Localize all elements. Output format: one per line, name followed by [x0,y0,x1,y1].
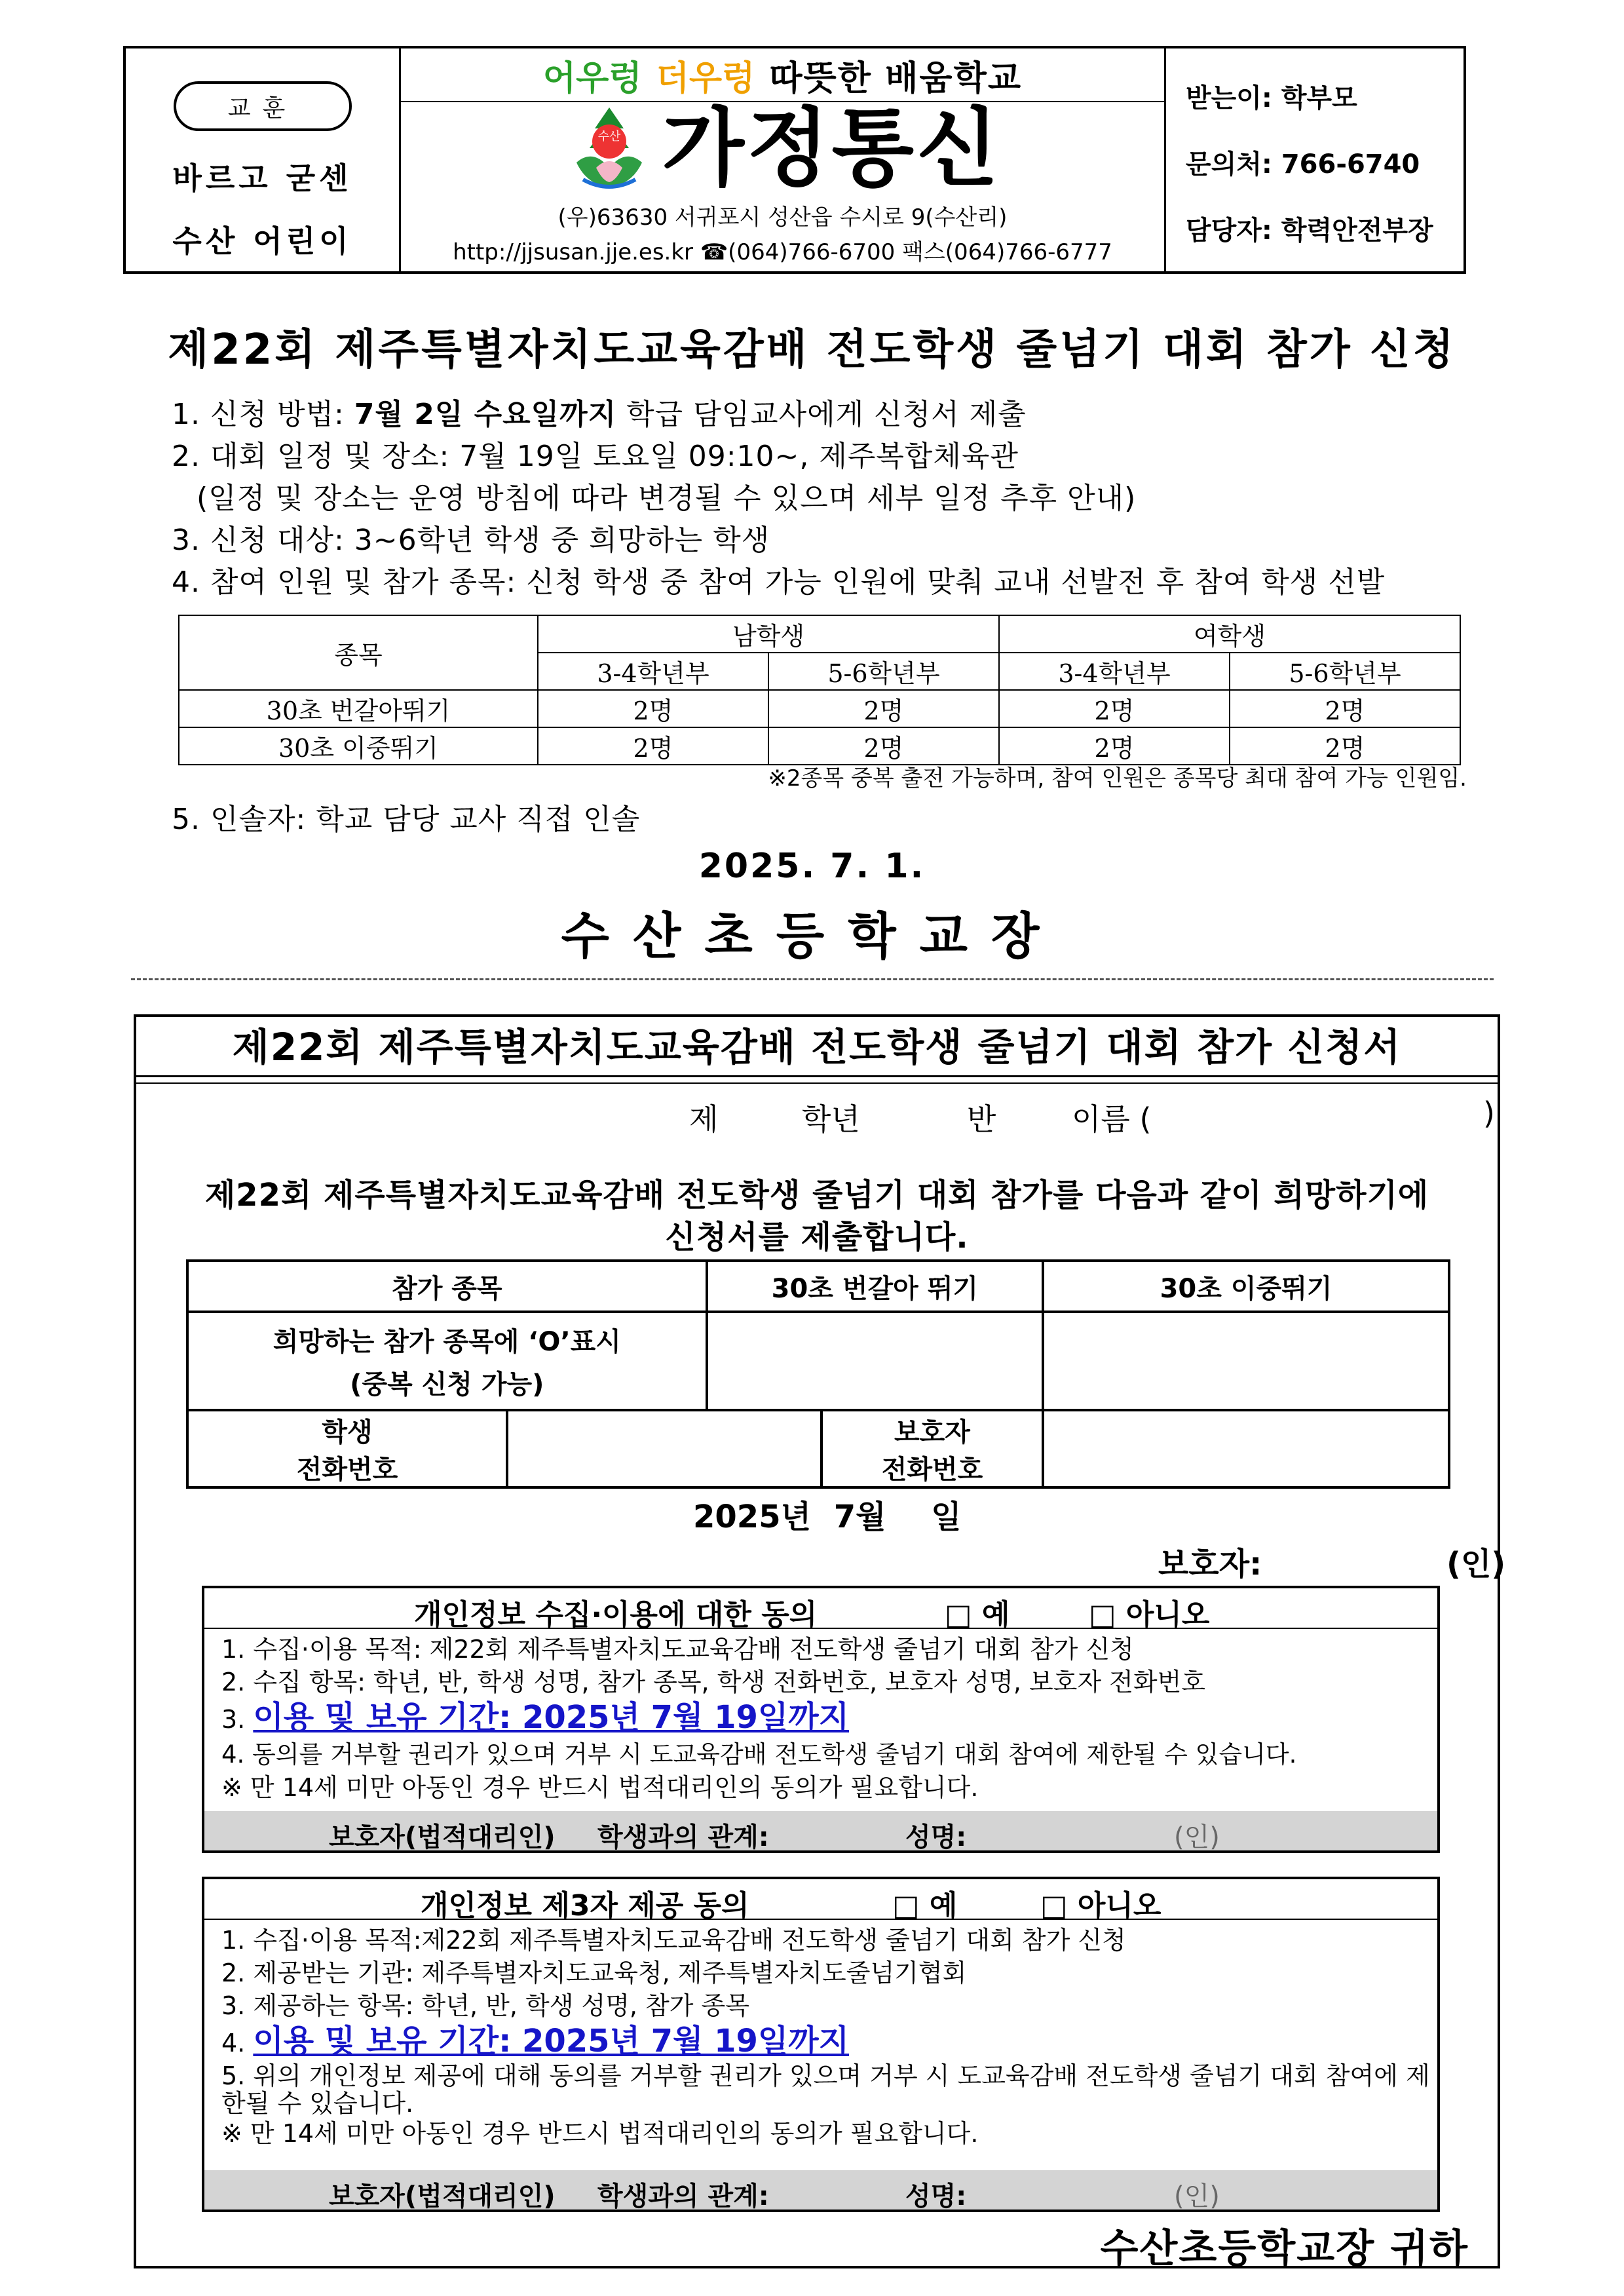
consent-collection-sign-row [204,1811,1437,1850]
form-date [693,1491,962,1537]
school-address: (우)63630 서귀포시 성산읍 수시로 9(수산리) [557,204,1008,231]
quota-cell: 2명 [538,690,768,727]
event-name: 30초 이중뛰기 [179,727,538,765]
consent-third-party-line-5: 5. 위의 개인정보 제공에 대해 동의를 거부할 권리가 있으며 거부 시 도교육감배 전도학생 줄넘기 대회 참여에 제한될 수 있습니다. [221,2061,1430,2118]
consent-third-party-line-2: 2. 제공받는 기관: 제주특별자치도교육청, 제주특별자치도줄넘기협회 [221,1959,967,1987]
consent-third-party-box [202,1877,1440,2212]
sign-guardian-label: 보호자(법적대리인) [329,1822,556,1852]
application-form [134,1014,1506,2272]
consent-third-party-yes-checkbox[interactable]: □ 예 [892,1889,958,1923]
consent-collection-line-3 [204,1698,1437,1738]
newsletter-title: 가정통신 [662,98,1002,198]
title-panel [401,48,1166,271]
notice-item-3: 3. 신청 대상: 3~6학년 학생 중 희망하는 학생 [172,524,770,557]
student-phone-label-1: 학생 [322,1417,373,1447]
notice-item-5: 5. 인솔자: 학교 담당 교사 직접 인솔 [172,803,641,836]
guardian-phone-label [821,1410,1043,1487]
consent-collection-yes-checkbox[interactable]: □ 예 [945,1598,1010,1632]
consent-collection-line-4: 4. 동의를 거부할 권리가 있으며 거부 시 도교육감배 전도학생 줄넘기 대회 참여에 제한될 수 있습니다. [221,1740,1297,1769]
table-header-boys: 남학생 [538,615,999,653]
name-label: 이름 ( [1072,1101,1152,1137]
sign-seal: (인) [1174,2181,1220,2211]
consent-third-party-line-1: 1. 수집·이용 목적:제22회 제주특별자치도교육감배 전도학생 줄넘기 대회 참가 신청 [221,1926,1126,1955]
guardian-phone-field[interactable] [1043,1410,1449,1487]
guardian-sign-field[interactable] [1276,1535,1446,1577]
form-intro [136,1174,1498,1258]
mark-instruction-line-2: (중복 신청 가능) [350,1369,544,1400]
consent-third-party-line-4 [204,2022,1437,2062]
notice-item-2-note: (일정 및 장소는 운영 방침에 따라 변경될 수 있으며 세부 일정 추후 안내) [197,482,1137,515]
mark-instruction-line-1: 희망하는 참가 종목에 ‘O’표시 [273,1327,621,1357]
principal-name: 수산초등학교장 [561,907,1063,965]
consent-third-party-line-3: 3. 제공하는 항목: 학년, 반, 학생 성명, 참가 종목 [221,1991,749,2020]
sign-name-label: 성명: [905,1822,967,1852]
consent-collection-line-3-num: 3. [221,1705,246,1734]
mark-instruction [187,1312,707,1410]
cut-line [131,978,1494,980]
motto-badge: 교훈 [174,81,352,131]
sign-guardian-label: 보호자(법적대리인) [329,2181,556,2211]
table-header-girls: 여학생 [999,615,1460,653]
grade-unit: 학년 [802,1101,860,1137]
student-name-field[interactable] [1184,1096,1473,1135]
consent-collection-title: 개인정보 수집·이용에 대한 동의 [414,1598,818,1632]
emblem-text: 수산 [597,130,621,144]
slogan-part-2: 더우렁 [656,58,755,98]
slogan-part-1: 어우렁 [542,58,642,98]
mark-cell-alternate[interactable] [707,1312,1043,1410]
school-emblem-icon [563,102,655,194]
table-note: ※2종목 중복 출전 가능하며, 참여 인원은 종목당 최대 참여 가능 인원임. [768,765,1467,792]
sign-seal: (인) [1174,1822,1220,1852]
manager: 담당자: 학력안전부장 [1186,216,1433,246]
quota-cell: 2명 [999,727,1230,765]
mark-cell-double[interactable] [1043,1312,1449,1410]
consent-collection-retention: 이용 및 보유 기간: 2025년 7월 19일까지 [253,1699,850,1736]
form-closing: 수산초등학교장 귀하 [1100,2226,1469,2272]
table-header-girls-34: 3-4학년부 [999,653,1230,690]
notice-item-1 [172,391,1027,432]
table-header-boys-56: 5-6학년부 [768,653,999,690]
form-intro-line-2: 신청서를 제출합니다. [665,1219,969,1255]
notice-item-4: 4. 참여 인원 및 참가 종목: 신청 학생 중 참여 가능 인원에 맞춰 교내 선발전 후 참여 학생 선발 [172,565,1386,599]
sign-relation-label: 학생과의 관계: [597,1822,769,1852]
notice-item-1-suffix: 학급 담임교사에게 신청서 제출 [616,398,1027,431]
quota-cell: 2명 [768,690,999,727]
apply-col-double: 30초 이중뛰기 [1043,1261,1449,1312]
quota-cell: 2명 [1230,727,1460,765]
grade-label: 제 [689,1101,719,1137]
notice-item-1-deadline: 7월 2일 수요일까지 [354,398,617,431]
consent-third-party-line-6: ※ 만 14세 미만 아동인 경우 반드시 법적대리인의 동의가 필요합니다. [221,2119,979,2148]
name-close: ) [1483,1096,1495,1131]
quota-cell: 2명 [999,690,1230,727]
table-row [179,727,1460,765]
student-phone-label-2: 전화번호 [296,1455,398,1485]
consent-collection-line-2: 2. 수집 항목: 학년, 반, 학생 성명, 참가 종목, 학생 전화번호, 보호자 성명, 보호자 전화번호 [221,1668,1206,1696]
student-phone-label [187,1410,507,1487]
notice-item-2: 2. 대회 일정 및 장소: 7월 19일 토요일 09:10~, 제주복합체육관 [172,440,1019,473]
consent-third-party-title: 개인정보 제3자 제공 동의 [421,1889,749,1923]
form-date-month: 7월 [833,1499,886,1535]
sign-name-label: 성명: [905,2181,967,2211]
notice-title: 제22회 제주특별자치도교육감배 전도학생 줄넘기 대회 참가 신청 [168,326,1456,374]
form-date-day: 일 [931,1499,962,1535]
notice-item-1-prefix: 1. 신청 방법: [172,398,354,431]
student-phone-field[interactable] [507,1410,821,1487]
consent-third-party-retention: 이용 및 보유 기간: 2025년 7월 19일까지 [253,2023,850,2059]
form-date-year: 2025년 [693,1499,811,1535]
table-header-girls-56: 5-6학년부 [1230,653,1460,690]
school-slogan [401,48,1164,102]
letterhead [123,46,1466,274]
consent-third-party-no-checkbox[interactable]: □ 아니오 [1040,1889,1161,1923]
notice-date: 2025. 7. 1. [698,847,926,886]
guardian-phone-label-1: 보호자 [894,1417,970,1447]
recipient: 받는이: 학부모 [1186,83,1357,113]
title-row [401,98,1164,198]
consent-third-party-sign-row [204,2170,1437,2210]
form-divider [136,1082,1498,1084]
consent-third-party-line-4-num: 4. [221,2029,246,2057]
consent-collection-line-5: ※ 만 14세 미만 아동인 경우 반드시 법적대리인의 동의가 필요합니다. [221,1773,979,1802]
consent-collection-box [202,1586,1440,1853]
event-quota-table [178,615,1461,765]
guardian-phone-label-2: 전화번호 [881,1455,983,1485]
apply-col-alternate: 30초 번갈아 뛰기 [707,1261,1043,1312]
form-intro-line-1: 제22회 제주특별자치도교육감배 전도학생 줄넘기 대회 참가를 다음과 같이 희망하기에 [204,1177,1429,1214]
consent-collection-header [204,1588,1437,1632]
application-table [186,1259,1450,1489]
table-header-event: 종목 [179,615,538,690]
guardian-seal: (인) [1446,1546,1506,1582]
quota-cell: 2명 [538,727,768,765]
guardian-sign-label: 보호자: [1158,1546,1262,1582]
event-name: 30초 번갈아뛰기 [179,690,538,727]
sign-relation-label: 학생과의 관계: [597,2181,769,2211]
consent-third-party-header [204,1879,1437,1923]
quota-cell: 2명 [1230,690,1460,727]
motto-line-1: 바르고 굳센 [172,161,352,196]
consent-collection-no-checkbox[interactable]: □ 아니오 [1089,1598,1210,1632]
motto-line-2: 수산 어린이 [172,223,352,259]
slogan-part-3: 따뜻한 배움학교 [769,58,1023,98]
inquiry-phone: 문의처: 766-6740 [1186,149,1420,180]
form-title: 제22회 제주특별자치도교육감배 전도학생 줄넘기 대회 참가 신청서 [136,1017,1498,1077]
class-unit: 반 [967,1101,996,1137]
table-header-boys-34: 3-4학년부 [538,653,768,690]
contact-panel [1166,48,1463,271]
school-web-phone: http://jjsusan.jje.es.kr ☎(064)766-6700 팩스(064)766-6777 [453,239,1112,265]
school-motto-panel [126,48,401,271]
quota-cell: 2명 [768,727,999,765]
consent-collection-line-1: 1. 수집·이용 목적: 제22회 제주특별자치도교육감배 전도학생 줄넘기 대회 참가 신청 [221,1635,1134,1664]
table-row [179,690,1460,727]
apply-col-event: 참가 종목 [187,1261,707,1312]
